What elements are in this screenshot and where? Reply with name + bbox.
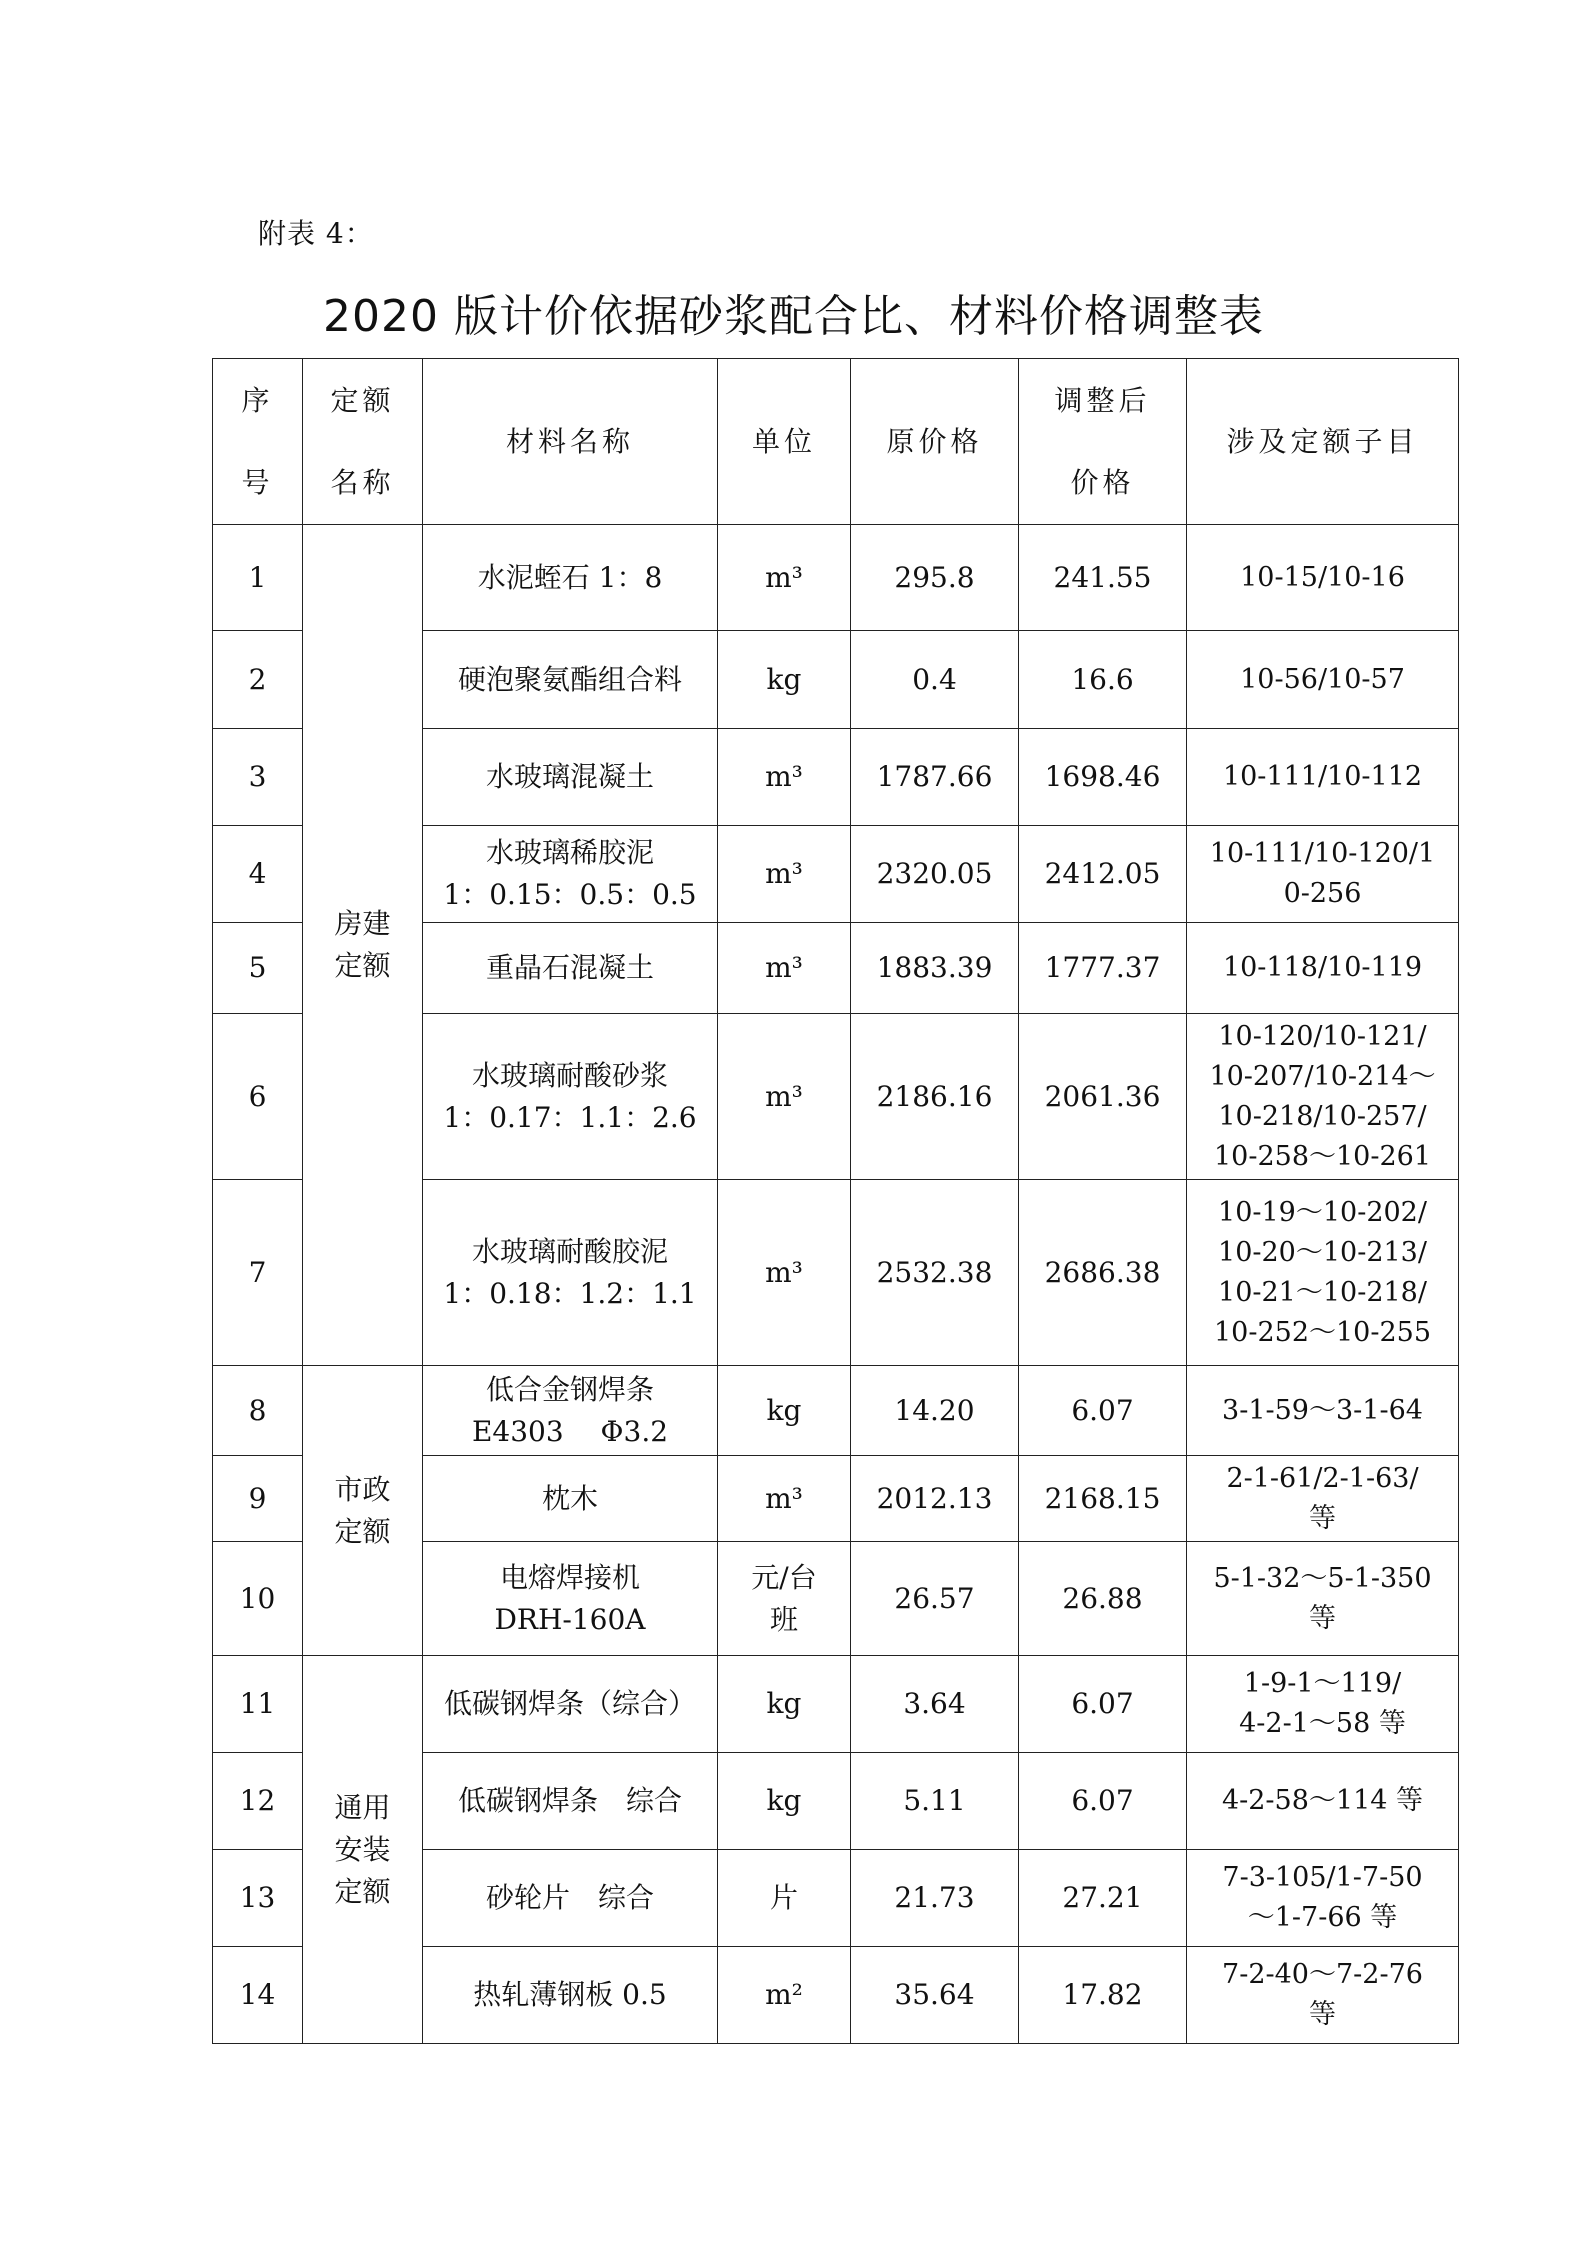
quota-items-line: 等 xyxy=(1309,1602,1336,1634)
quota-group-label: 通用 xyxy=(334,1790,391,1824)
unit-line: kg xyxy=(766,1393,802,1427)
quota-items xyxy=(1187,1947,1459,2044)
quota-items-line: 10-15/10-16 xyxy=(1240,561,1405,593)
material-name-line: 1：0.15：0.5：0.5 xyxy=(443,878,697,911)
original-price: 3.64 xyxy=(851,1656,1019,1753)
quota-items xyxy=(1187,1456,1459,1542)
material-name-line: 水玻璃稀胶泥 xyxy=(485,836,654,869)
unit xyxy=(718,525,851,631)
unit xyxy=(718,631,851,729)
quota-items-line: 4-2-1～58 等 xyxy=(1239,1708,1406,1739)
row-number: 12 xyxy=(213,1753,303,1850)
quota-items-line: 10-218/10-257/ xyxy=(1218,1100,1427,1132)
quota-items-line: 7-3-105/1-7-50 xyxy=(1222,1862,1423,1893)
quota-items-line: 10-56/10-57 xyxy=(1240,663,1405,695)
adjusted-price: 2168.15 xyxy=(1019,1456,1187,1542)
unit xyxy=(718,1753,851,1850)
quota-items-line: 3-1-59～3-1-64 xyxy=(1222,1394,1423,1426)
row-number: 11 xyxy=(213,1656,303,1753)
row-number: 9 xyxy=(213,1456,303,1542)
material-name xyxy=(423,1014,718,1180)
original-price: 5.11 xyxy=(851,1753,1019,1850)
col-header-orig-price: 原价格 xyxy=(851,359,1019,525)
adjusted-price: 6.07 xyxy=(1019,1656,1187,1753)
unit xyxy=(718,1656,851,1753)
col-header-unit: 单位 xyxy=(718,359,851,525)
quota-items xyxy=(1187,1753,1459,1850)
material-name-line: DRH-160A xyxy=(494,1602,646,1636)
row-number: 8 xyxy=(213,1366,303,1456)
material-name-line: 1：0.17：1.1：2.6 xyxy=(443,1100,697,1134)
quota-items xyxy=(1187,923,1459,1014)
quota-items xyxy=(1187,1366,1459,1456)
unit-line: m³ xyxy=(765,1481,803,1515)
header-text: 序 xyxy=(241,383,274,417)
material-name xyxy=(423,1542,718,1656)
quota-group-label: 定额 xyxy=(334,949,391,982)
quota-items xyxy=(1187,1656,1459,1753)
quota-items-line: 10-20～10-213/ xyxy=(1218,1236,1427,1268)
material-name-line: 低碳钢焊条 综合 xyxy=(457,1784,682,1817)
material-name xyxy=(423,1850,718,1947)
row-number: 7 xyxy=(213,1180,303,1366)
row-number: 13 xyxy=(213,1850,303,1947)
quota-items-line: 10-252～10-255 xyxy=(1213,1316,1432,1348)
row-number: 4 xyxy=(213,826,303,923)
quota-group-label: 定额 xyxy=(334,1874,391,1908)
unit-line: kg xyxy=(766,662,802,696)
material-name-line: 低碳钢焊条（综合） xyxy=(443,1687,696,1720)
col-header-items: 涉及定额子目 xyxy=(1187,359,1459,525)
quota-items-line: 等 xyxy=(1309,1999,1336,2030)
quota-items xyxy=(1187,826,1459,923)
quota-items xyxy=(1187,1014,1459,1180)
quota-items-line: 1-9-1～119/ xyxy=(1243,1668,1402,1699)
quota-items-line: 10-21～10-218/ xyxy=(1218,1276,1427,1308)
quota-group-label: 定额 xyxy=(334,1514,391,1548)
unit xyxy=(718,1366,851,1456)
quota-items-line: 0-256 xyxy=(1283,878,1362,909)
unit-line: m³ xyxy=(765,1255,803,1289)
quota-items-line: 2-1-61/2-1-63/ xyxy=(1226,1462,1419,1494)
material-name-line: 枕木 xyxy=(541,1481,598,1515)
quota-group-label: 安装 xyxy=(334,1832,391,1866)
quota-items-line: ～1-7-66 等 xyxy=(1247,1902,1398,1933)
table-body xyxy=(213,525,1459,2044)
quota-items xyxy=(1187,1850,1459,1947)
quota-group-cell xyxy=(303,525,423,1366)
row-number: 2 xyxy=(213,631,303,729)
quota-items-line: 4-2-58～114 等 xyxy=(1221,1785,1424,1816)
adjusted-price: 1777.37 xyxy=(1019,923,1187,1014)
original-price: 2186.16 xyxy=(851,1014,1019,1180)
unit xyxy=(718,1014,851,1180)
quota-items-line: 5-1-32～5-1-350 xyxy=(1213,1562,1432,1594)
original-price: 21.73 xyxy=(851,1850,1019,1947)
adjusted-price: 17.82 xyxy=(1019,1947,1187,2044)
original-price: 295.8 xyxy=(851,525,1019,631)
material-name-line: 1：0.18：1.2：1.1 xyxy=(443,1276,697,1310)
unit-line: 元/台 xyxy=(751,1560,817,1594)
unit-line: kg xyxy=(766,1687,802,1720)
material-name xyxy=(423,923,718,1014)
material-name-line: 电熔焊接机 xyxy=(499,1560,640,1594)
unit-line: m³ xyxy=(765,560,803,594)
material-name xyxy=(423,1456,718,1542)
material-name xyxy=(423,729,718,826)
row-number: 3 xyxy=(213,729,303,826)
quota-items xyxy=(1187,631,1459,729)
material-name-line: E4303 Φ3.2 xyxy=(471,1414,669,1448)
row-number: 5 xyxy=(213,923,303,1014)
original-price: 0.4 xyxy=(851,631,1019,729)
quota-items xyxy=(1187,525,1459,631)
header-text: 号 xyxy=(241,465,274,499)
material-name xyxy=(423,1366,718,1456)
original-price: 35.64 xyxy=(851,1947,1019,2044)
quota-group-label: 市政 xyxy=(334,1472,391,1506)
row-number: 10 xyxy=(213,1542,303,1656)
table-row xyxy=(213,1366,1459,1456)
material-name-line: 硬泡聚氨酯组合料 xyxy=(457,662,682,696)
unit-line: 班 xyxy=(769,1602,798,1636)
material-name-line: 水玻璃耐酸胶泥 xyxy=(471,1234,668,1268)
table-row xyxy=(213,525,1459,631)
col-header-quota-name xyxy=(303,359,423,525)
material-name xyxy=(423,631,718,729)
row-number: 1 xyxy=(213,525,303,631)
quota-group-cell xyxy=(303,1366,423,1656)
unit xyxy=(718,1456,851,1542)
row-number: 6 xyxy=(213,1014,303,1180)
quota-items-line: 等 xyxy=(1309,1502,1336,1534)
adjusted-price: 241.55 xyxy=(1019,525,1187,631)
material-name-line: 低合金钢焊条 xyxy=(485,1372,654,1406)
quota-items-line: 10-207/10-214～ xyxy=(1209,1060,1436,1092)
page-title: 2020 版计价依据砂浆配合比、材料价格调整表 xyxy=(323,291,1264,342)
material-name-line: 重晶石混凝土 xyxy=(485,951,654,984)
col-header-seq xyxy=(213,359,303,525)
material-name-line: 热轧薄钢板 0.5 xyxy=(473,1978,667,2011)
unit xyxy=(718,826,851,923)
original-price: 1883.39 xyxy=(851,923,1019,1014)
original-price: 2012.13 xyxy=(851,1456,1019,1542)
unit-line: m³ xyxy=(765,951,803,984)
adjusted-price: 6.07 xyxy=(1019,1753,1187,1850)
material-name-line: 水玻璃混凝土 xyxy=(485,760,654,793)
adjusted-price: 2686.38 xyxy=(1019,1180,1187,1366)
adjusted-price: 16.6 xyxy=(1019,631,1187,729)
material-name xyxy=(423,1947,718,2044)
original-price: 1787.66 xyxy=(851,729,1019,826)
unit xyxy=(718,1180,851,1366)
unit-line: m² xyxy=(765,1978,803,2011)
original-price: 26.57 xyxy=(851,1542,1019,1656)
col-header-material: 材料名称 xyxy=(423,359,718,525)
original-price: 14.20 xyxy=(851,1366,1019,1456)
original-price: 2532.38 xyxy=(851,1180,1019,1366)
adjusted-price: 2061.36 xyxy=(1019,1014,1187,1180)
quota-items-line: 7-2-40～7-2-76 xyxy=(1222,1959,1423,1990)
quota-items-line: 10-111/10-120/1 xyxy=(1209,838,1436,869)
adjusted-price: 26.88 xyxy=(1019,1542,1187,1656)
col-header-adj-price xyxy=(1019,359,1187,525)
material-name-line: 水泥蛭石 1：8 xyxy=(477,560,663,594)
material-name xyxy=(423,1180,718,1366)
adjusted-price: 2412.05 xyxy=(1019,826,1187,923)
material-name xyxy=(423,1656,718,1753)
quota-items xyxy=(1187,1180,1459,1366)
material-name xyxy=(423,826,718,923)
header-text: 价格 xyxy=(1070,465,1135,499)
row-number: 14 xyxy=(213,1947,303,2044)
unit-line: m³ xyxy=(765,760,803,793)
table-header-row xyxy=(213,359,1459,525)
material-name xyxy=(423,1753,718,1850)
unit-line: m³ xyxy=(765,1079,803,1113)
quota-group-cell xyxy=(303,1656,423,2044)
unit-line: kg xyxy=(766,1784,802,1817)
unit xyxy=(718,1850,851,1947)
unit xyxy=(718,729,851,826)
material-name-line: 砂轮片 综合 xyxy=(485,1881,654,1914)
quota-items-line: 10-111/10-112 xyxy=(1222,761,1423,792)
header-text: 调整后 xyxy=(1054,383,1151,417)
quota-items xyxy=(1187,729,1459,826)
table-row xyxy=(213,1656,1459,1753)
header-text: 定额 xyxy=(330,383,395,417)
unit xyxy=(718,923,851,1014)
material-name-line: 水玻璃耐酸砂浆 xyxy=(471,1058,668,1092)
quota-group-label: 房建 xyxy=(334,907,391,940)
adjusted-price: 6.07 xyxy=(1019,1366,1187,1456)
unit xyxy=(718,1542,851,1656)
quota-items-line: 10-19～10-202/ xyxy=(1218,1196,1427,1228)
unit-line: 片 xyxy=(769,1881,798,1914)
material-name xyxy=(423,525,718,631)
price-adjustment-table xyxy=(212,358,1459,2044)
quota-items-line: 10-118/10-119 xyxy=(1222,952,1423,983)
attachment-label: 附表 4： xyxy=(258,217,374,250)
quota-items xyxy=(1187,1542,1459,1656)
header-text: 名称 xyxy=(330,465,395,499)
unit-line: m³ xyxy=(765,857,803,890)
unit xyxy=(718,1947,851,2044)
adjusted-price: 1698.46 xyxy=(1019,729,1187,826)
adjusted-price: 27.21 xyxy=(1019,1850,1187,1947)
original-price: 2320.05 xyxy=(851,826,1019,923)
quota-items-line: 10-258～10-261 xyxy=(1213,1140,1432,1172)
quota-items-line: 10-120/10-121/ xyxy=(1218,1020,1427,1052)
